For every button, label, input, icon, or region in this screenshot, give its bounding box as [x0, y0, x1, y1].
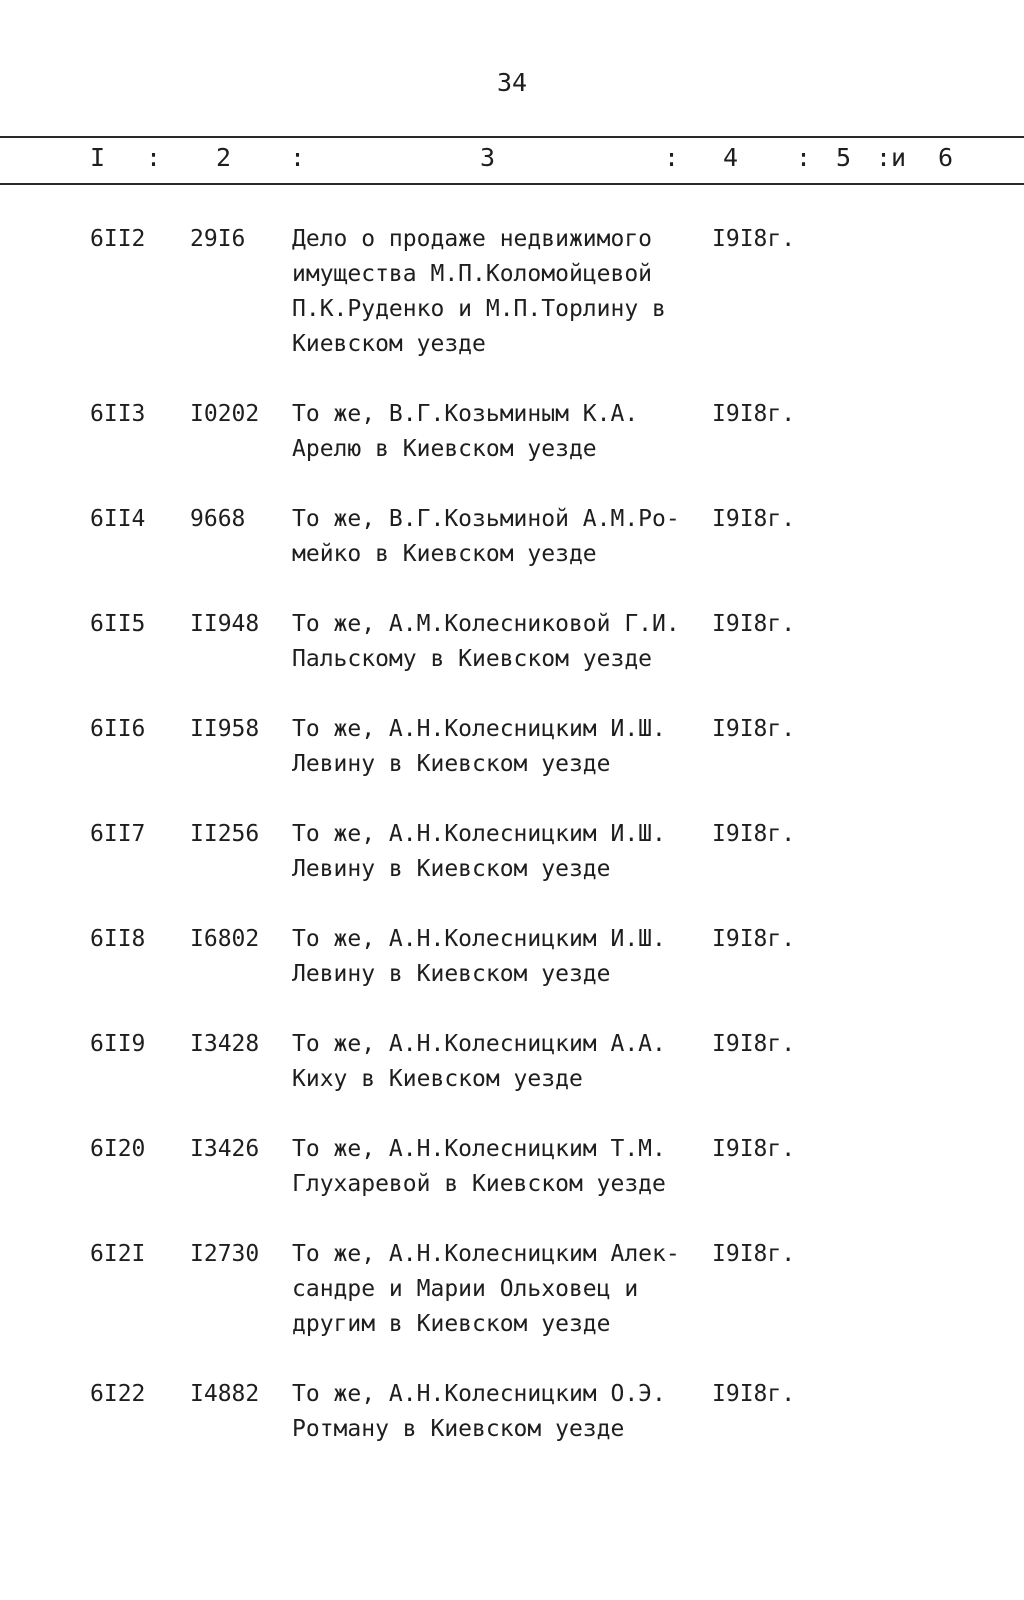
case-description: То же, А.М.Колесниковой Г.И. Пальскому в Киевском уезде [292, 611, 680, 672]
inventory-entry [0, 607, 1024, 712]
case-number: 9668 [190, 506, 246, 532]
inventory-entry [0, 922, 1024, 1027]
case-date: I9I8г. [712, 1241, 796, 1267]
header-separator: : [290, 143, 306, 172]
inventory-entry [0, 1027, 1024, 1132]
table-header [0, 143, 1024, 177]
inventory-entry [0, 397, 1024, 502]
case-date: I9I8г. [712, 226, 796, 252]
header-col-5: 5 [836, 143, 852, 172]
case-description: Дело о продаже недвижимого имущества М.П.Коломойцевой П.К.Руденко и М.П.Торлину в Киевском уезде [292, 226, 666, 357]
header-separator: : [664, 143, 680, 172]
entry-number: 6II9 [90, 1031, 146, 1057]
inventory-entry [0, 712, 1024, 817]
case-number: II256 [190, 821, 260, 847]
header-separator: :и [876, 143, 907, 172]
case-number: I2730 [190, 1241, 260, 1267]
case-date: I9I8г. [712, 716, 796, 742]
case-description: То же, А.Н.Колесницким И.Ш. Левину в Киевском уезде [292, 821, 666, 882]
case-date: I9I8г. [712, 821, 796, 847]
header-separator: : [146, 143, 162, 172]
page-number: 34 [496, 68, 528, 97]
header-col-6: 6 [938, 143, 954, 172]
case-number: II958 [190, 716, 260, 742]
entry-number: 6II4 [90, 506, 146, 532]
entry-number: 6II8 [90, 926, 146, 952]
entry-number: 6II3 [90, 401, 146, 427]
case-date: I9I8г. [712, 926, 796, 952]
entry-number: 6I22 [90, 1381, 146, 1407]
header-col-4: 4 [723, 143, 739, 172]
entry-number: 6II6 [90, 716, 146, 742]
header-col-3: 3 [480, 143, 496, 172]
entry-number: 6II7 [90, 821, 146, 847]
header-separator: : [796, 143, 812, 172]
header-col-1: I [90, 143, 106, 172]
case-description: То же, А.Н.Колесницким О.Э. Ротману в Киевском уезде [292, 1381, 666, 1442]
entry-number: 6II5 [90, 611, 146, 637]
table-header-top-rule [0, 136, 1024, 138]
inventory-entry [0, 1377, 1024, 1482]
entry-number: 6II2 [90, 226, 146, 252]
inventory-entry [0, 1237, 1024, 1377]
inventory-entry [0, 222, 1024, 397]
case-number: I3426 [190, 1136, 260, 1162]
header-col-2: 2 [216, 143, 232, 172]
case-date: I9I8г. [712, 611, 796, 637]
inventory-entry [0, 817, 1024, 922]
inventory-entry [0, 1132, 1024, 1237]
case-date: I9I8г. [712, 1031, 796, 1057]
case-description: То же, А.Н.Колесницким И.Ш. Левину в Киевском уезде [292, 716, 666, 777]
case-description: То же, А.Н.Колесницким И.Ш. Левину в Киевском уезде [292, 926, 666, 987]
case-date: I9I8г. [712, 506, 796, 532]
inventory-entry [0, 502, 1024, 607]
table-header-bottom-rule [0, 183, 1024, 185]
case-number: 29I6 [190, 226, 246, 252]
case-date: I9I8г. [712, 1136, 796, 1162]
entry-number: 6I2I [90, 1241, 146, 1267]
case-description: То же, А.Н.Колесницким Т.М. Глухаревой в Киевском уезде [292, 1136, 666, 1197]
case-description: То же, А.Н.Колесницким А.А. Киху в Киевском уезде [292, 1031, 666, 1092]
case-date: I9I8г. [712, 401, 796, 427]
case-number: I4882 [190, 1381, 260, 1407]
case-number: I6802 [190, 926, 260, 952]
case-description: То же, В.Г.Козьминым К.А. Арелю в Киевском уезде [292, 401, 639, 462]
case-number: I3428 [190, 1031, 260, 1057]
case-description: То же, А.Н.Колесницким Алек- сандре и Марии Ольховец и другим в Киевском уезде [292, 1241, 680, 1337]
case-number: I0202 [190, 401, 260, 427]
entry-number: 6I20 [90, 1136, 146, 1162]
case-description: То же, В.Г.Козьминой А.М.Ро- мейко в Киевском уезде [292, 506, 680, 567]
case-number: II948 [190, 611, 260, 637]
inventory-list [0, 222, 1024, 1482]
case-date: I9I8г. [712, 1381, 796, 1407]
